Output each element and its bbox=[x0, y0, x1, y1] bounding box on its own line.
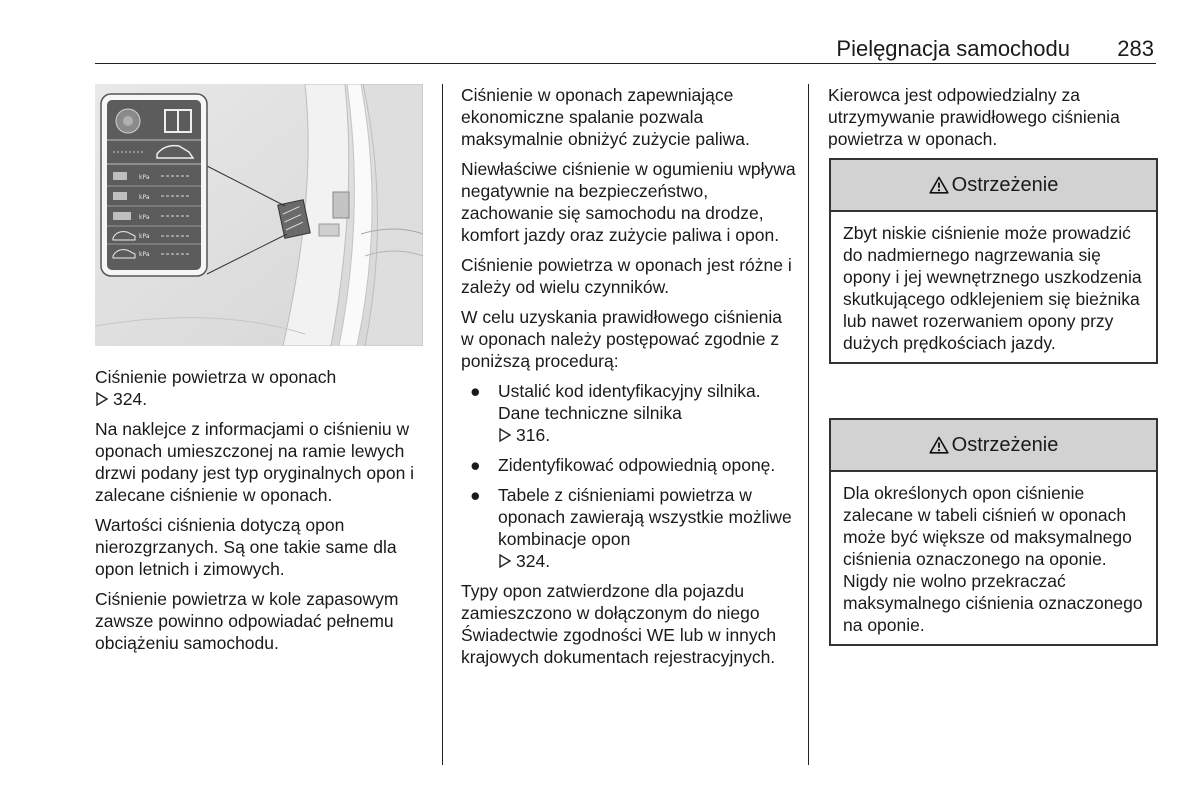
list-item: ● Ustalić kod identyfikacyjny silnika. Dane techniczne silnika 316. bbox=[470, 381, 761, 445]
paragraph: Ciśnienie w oponach zapewniające ekonomiczne spalanie pozwala maksymalnie obniżyć zużycie paliwa. bbox=[461, 85, 750, 149]
column-divider-1 bbox=[442, 84, 443, 765]
paragraph: Wartości ciśnienia dotyczą opon nierozgrzanych. Są one takie same dla opon letnich i zimowych. bbox=[95, 515, 397, 579]
tire-pressure-label-illustration bbox=[95, 84, 423, 346]
column-divider-2 bbox=[808, 84, 809, 765]
page-reference-icon bbox=[95, 392, 109, 406]
procedure-list bbox=[461, 380, 797, 572]
column-3 bbox=[828, 84, 1156, 158]
warning-text: Zbyt niskie ciśnienie może prowadzić do nadmiernego nagrzewania się opony i jej wewnętrznego uszkodzenia skutkującego odklejeniem się bieżnika lub nawet rozerwaniem opony przy dużych prędkościach jazdy. bbox=[843, 223, 1142, 353]
paragraph: Ciśnienie powietrza w oponach jest różne i zależy od wielu czynników. bbox=[461, 255, 792, 297]
illustration-caption: Ciśnienie powietrza w oponach 324. bbox=[95, 367, 337, 409]
bullet: ● bbox=[470, 485, 481, 505]
warning-title: Ostrzeżenie bbox=[951, 173, 1059, 196]
warning-box-1 bbox=[829, 158, 1158, 364]
paragraph: Ciśnienie powietrza w kole zapasowym zawsze powinno odpowiadać pełnemu obciążeniu samochodu. bbox=[95, 589, 399, 653]
header-rule bbox=[95, 63, 1156, 64]
list-item: ● Tabele z ciśnieniami powietrza w oponach zawierają wszystkie możliwe kombinacje opon 324. bbox=[470, 485, 792, 571]
warning-header bbox=[831, 420, 1156, 472]
column-2 bbox=[461, 84, 797, 676]
bullet: ● bbox=[470, 381, 481, 401]
warning-box-2 bbox=[829, 418, 1158, 646]
page-header-title: Pielęgnacja samochodu bbox=[836, 36, 1070, 61]
label-unit-4: kPa bbox=[139, 233, 150, 240]
paragraph: Niewłaściwe ciśnienie w ogumieniu wpływa negatywnie na bezpieczeństwo, zachowanie się samochodu na drodze, komfort jazdy oraz zużycie paliwa i opon. bbox=[461, 159, 796, 245]
warning-header bbox=[831, 160, 1156, 212]
warning-triangle-icon bbox=[929, 176, 949, 194]
paragraph: Kierowca jest odpowiedzialny za utrzymywanie prawidłowego ciśnienia powietrza w oponach. bbox=[828, 85, 1120, 149]
page-reference-icon bbox=[498, 428, 512, 442]
paragraph: Typy opon zatwierdzone dla pojazdu zamieszczono w dołączonym do niego Świadectwie zgodności WE lub w innych krajowych dokumentach rejestracyjnych. bbox=[461, 581, 777, 667]
warning-triangle-icon bbox=[929, 436, 949, 454]
column-1 bbox=[95, 366, 430, 662]
label-unit-1: kPa bbox=[139, 174, 150, 181]
warning-title: Ostrzeżenie bbox=[951, 433, 1059, 456]
label-unit-3: kPa bbox=[139, 214, 150, 221]
paragraph: Na naklejce z informacjami o ciśnieniu w oponach umieszczonej na ramie lewych drzwi podany jest typ oryginalnych opon i zalecane ciśnienie w oponach. bbox=[95, 419, 415, 505]
warning-text: Dla określonych opon ciśnienie zalecane w tabeli ciśnień w oponach może być większe od maksymalnego ciśnienia oznaczonego na oponie. Nigdy nie wolno przekraczać maksymalnego ciśnienia oznaczonego na oponie. bbox=[843, 483, 1143, 635]
paragraph: W celu uzyskania prawidłowego ciśnienia w oponach należy postępować zgodnie z poniższą procedurą: bbox=[461, 307, 782, 371]
page-number: 283 bbox=[1117, 36, 1154, 61]
list-item: ● Zidentyfikować odpowiednią oponę. bbox=[470, 455, 776, 475]
label-unit-5: kPa bbox=[139, 251, 150, 258]
page-reference-icon bbox=[498, 554, 512, 568]
bullet: ● bbox=[470, 455, 481, 475]
label-unit-2: kPa bbox=[139, 194, 150, 201]
